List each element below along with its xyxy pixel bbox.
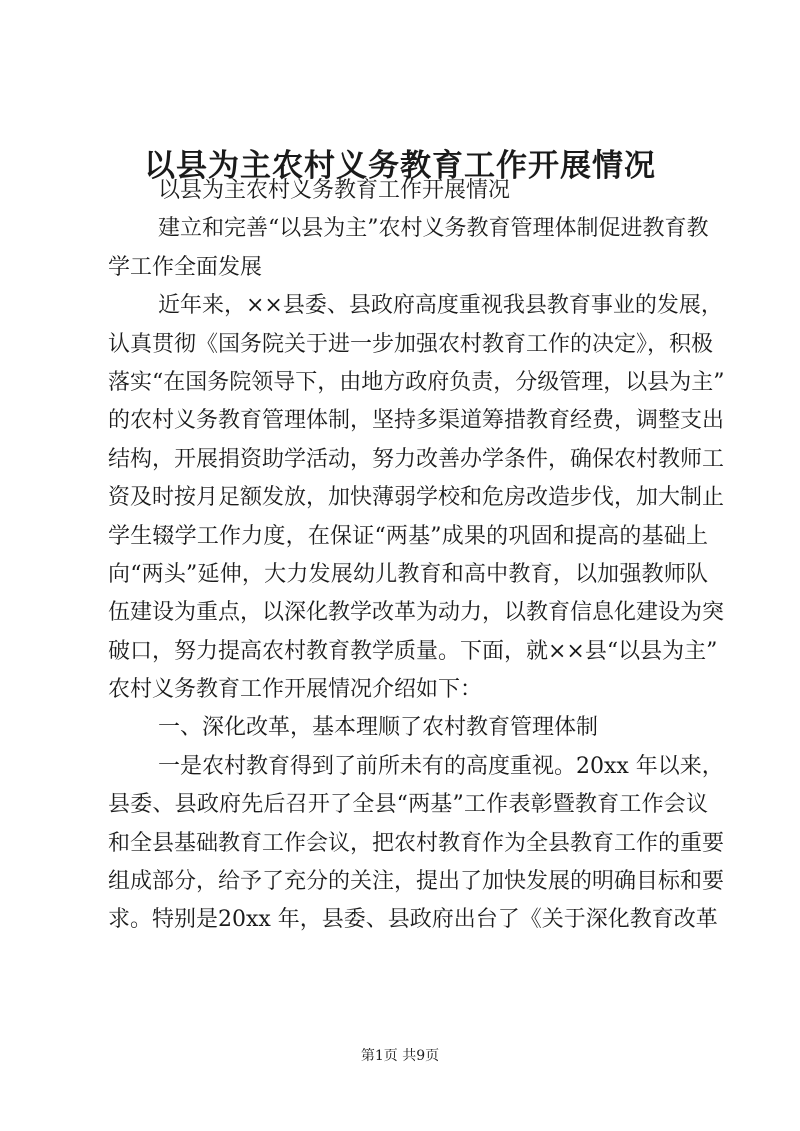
text-line: 资及时按月足额发放，加快薄弱学校和危房改造步伐，加大制止 bbox=[108, 485, 725, 511]
paragraph bbox=[108, 210, 708, 287]
paragraph bbox=[108, 172, 708, 210]
text-line: 向“两头”延伸，大力发展幼儿教育和高中教育，以加强教师队 bbox=[108, 561, 708, 587]
text-line: 求。特别是20xx 年，县委、县政府出台了《关于深化教育改革 bbox=[108, 907, 718, 933]
text-line: 和全县基础教育工作会议，把农村教育作为全县教育工作的重要 bbox=[108, 830, 725, 856]
text-line: 组成部分，给予了充分的关注，提出了加快发展的明确目标和要 bbox=[108, 869, 725, 895]
text-line: 破口，努力提高农村教育教学质量。下面，就××县“以县为主” bbox=[108, 638, 718, 664]
text-line: 认真贯彻《国务院关于进一步加强农村教育工作的决定》，积极 bbox=[108, 331, 714, 357]
text-line: 建立和完善“以县为主”农村义务教育管理体制促进教育教 bbox=[158, 216, 709, 242]
paragraph bbox=[108, 748, 725, 940]
paragraph bbox=[108, 287, 725, 709]
text-line: 一、深化改革，基本理顺了农村教育管理体制 bbox=[158, 715, 599, 741]
text-line: 学工作全面发展 bbox=[108, 254, 263, 280]
text-line: 的农村义务教育管理体制，坚持多渠道筹措教育经费，调整支出 bbox=[108, 408, 725, 434]
text-line: 落实“在国务院领导下，由地方政府负责，分级管理，以县为主” bbox=[108, 369, 725, 395]
text-line: 县委、县政府先后召开了全县“两基”工作表彰暨教育工作会议 bbox=[108, 792, 708, 818]
page-footer: 第1页 共9页 bbox=[360, 1048, 440, 1064]
text-line: 伍建设为重点，以深化教学改革为动力，以教育信息化建设为突 bbox=[108, 600, 725, 626]
text-line: 学生辍学工作力度，在保证“两基”成果的巩固和提高的基础上 bbox=[108, 523, 708, 549]
text-line: 农村义务教育工作开展情况介绍如下： bbox=[108, 677, 483, 703]
text-line: 以县为主农村义务教育工作开展情况 bbox=[158, 178, 511, 203]
paragraph bbox=[108, 709, 708, 747]
text-line: 近年来，××县委、县政府高度重视我县教育事业的发展， bbox=[158, 293, 723, 319]
text-line: 一是农村教育得到了前所未有的高度重视。20xx 年以来， bbox=[158, 753, 724, 779]
document-body bbox=[108, 172, 725, 940]
text-line: 结构，开展捐资助学活动，努力改善办学条件，确保农村教师工 bbox=[108, 446, 725, 472]
document-title: 以县为主农村义务教育工作开展情况 bbox=[144, 148, 656, 184]
